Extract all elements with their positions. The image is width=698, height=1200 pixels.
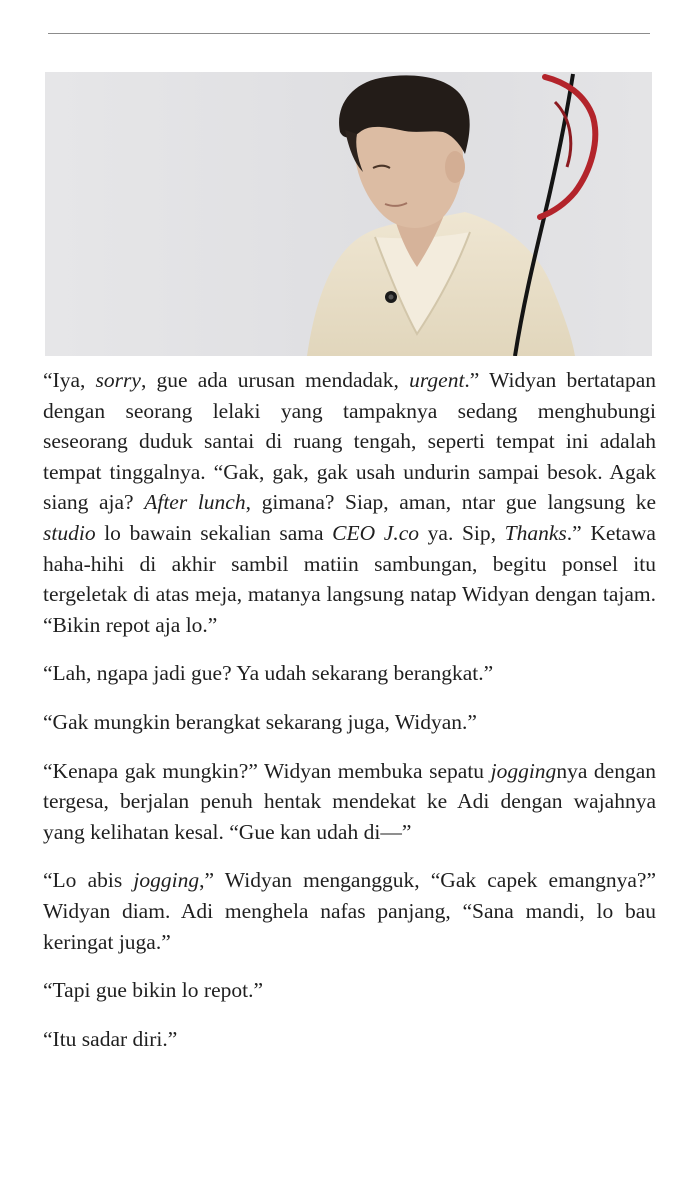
story-paragraph [43, 756, 656, 848]
paragraph-text: , gue ada urusan mendadak, [140, 368, 410, 392]
paragraph-text: “Tapi gue bikin lo repot.” [43, 978, 263, 1003]
top-divider [48, 33, 650, 34]
paragraph-text: .” Ketawa haha-hihi di akhir sambil matiin sambungan, begitu ponsel itu tergeletak di atas meja, matanya langsung natap Widyan dengan tajam. “Bikin repot aja lo.” [43, 520, 656, 637]
paragraph-text: “Gak mungkin berangkat sekarang juga, Widyan.” [43, 709, 477, 734]
italic-text: urgent [409, 368, 465, 392]
paragraph-text: , gimana? Siap, aman, ntar gue langsung ke [245, 490, 656, 515]
italic-text: After lunch [144, 490, 246, 515]
story-paragraph [43, 865, 656, 957]
story-paragraph [43, 1024, 656, 1055]
italic-text: jogging [133, 868, 200, 893]
story-paragraph [43, 975, 656, 1006]
italic-text: CEO J.co [332, 520, 420, 545]
story-paragraph [43, 658, 656, 689]
paragraph-text: .” Widyan bertatapan dengan seorang lelaki yang tampaknya sedang menghubungi seseorang duduk santai di ruang tengah, seperti tempat ini adalah tempat tinggalnya. “Gak, gak, gak usah undurin sampai besok. Agak siang aja? [43, 368, 657, 515]
paragraph-text: ,” Widyan mengangguk, “Gak capek emangnya?” Widyan diam. Adi menghela nafas panjang, “Sana mandi, lo bau keringat juga.” [43, 868, 656, 954]
paragraph-text: “Lo abis [43, 868, 134, 893]
italic-text: studio [43, 520, 96, 545]
italic-text: sorry [95, 368, 141, 392]
paragraph-text: “Itu sadar diri.” [43, 1026, 178, 1051]
paragraph-text: ya. Sip, [419, 520, 505, 545]
italic-text: jogging [490, 758, 557, 783]
italic-text: Thanks [504, 520, 567, 545]
story-photo [45, 72, 652, 356]
paragraph-text: “Kenapa gak mungkin?” Widyan membuka sepatu [43, 758, 491, 783]
paragraph-text: nya dengan tergesa, berjalan penuh hentak mendekat ke Adi dengan wajahnya yang kelihatan kesal. “Gue kan udah di—” [43, 758, 656, 844]
paragraph-text: “Iya, [43, 368, 96, 392]
paragraph-text: “Lah, ngapa jadi gue? Ya udah sekarang berangkat.” [43, 661, 494, 686]
man-in-sweater-illustration [45, 72, 652, 356]
story-paragraph [43, 365, 656, 640]
story-paragraph [43, 707, 656, 738]
story-text [43, 365, 656, 1072]
paragraph-text: lo bawain sekalian sama [95, 520, 333, 545]
